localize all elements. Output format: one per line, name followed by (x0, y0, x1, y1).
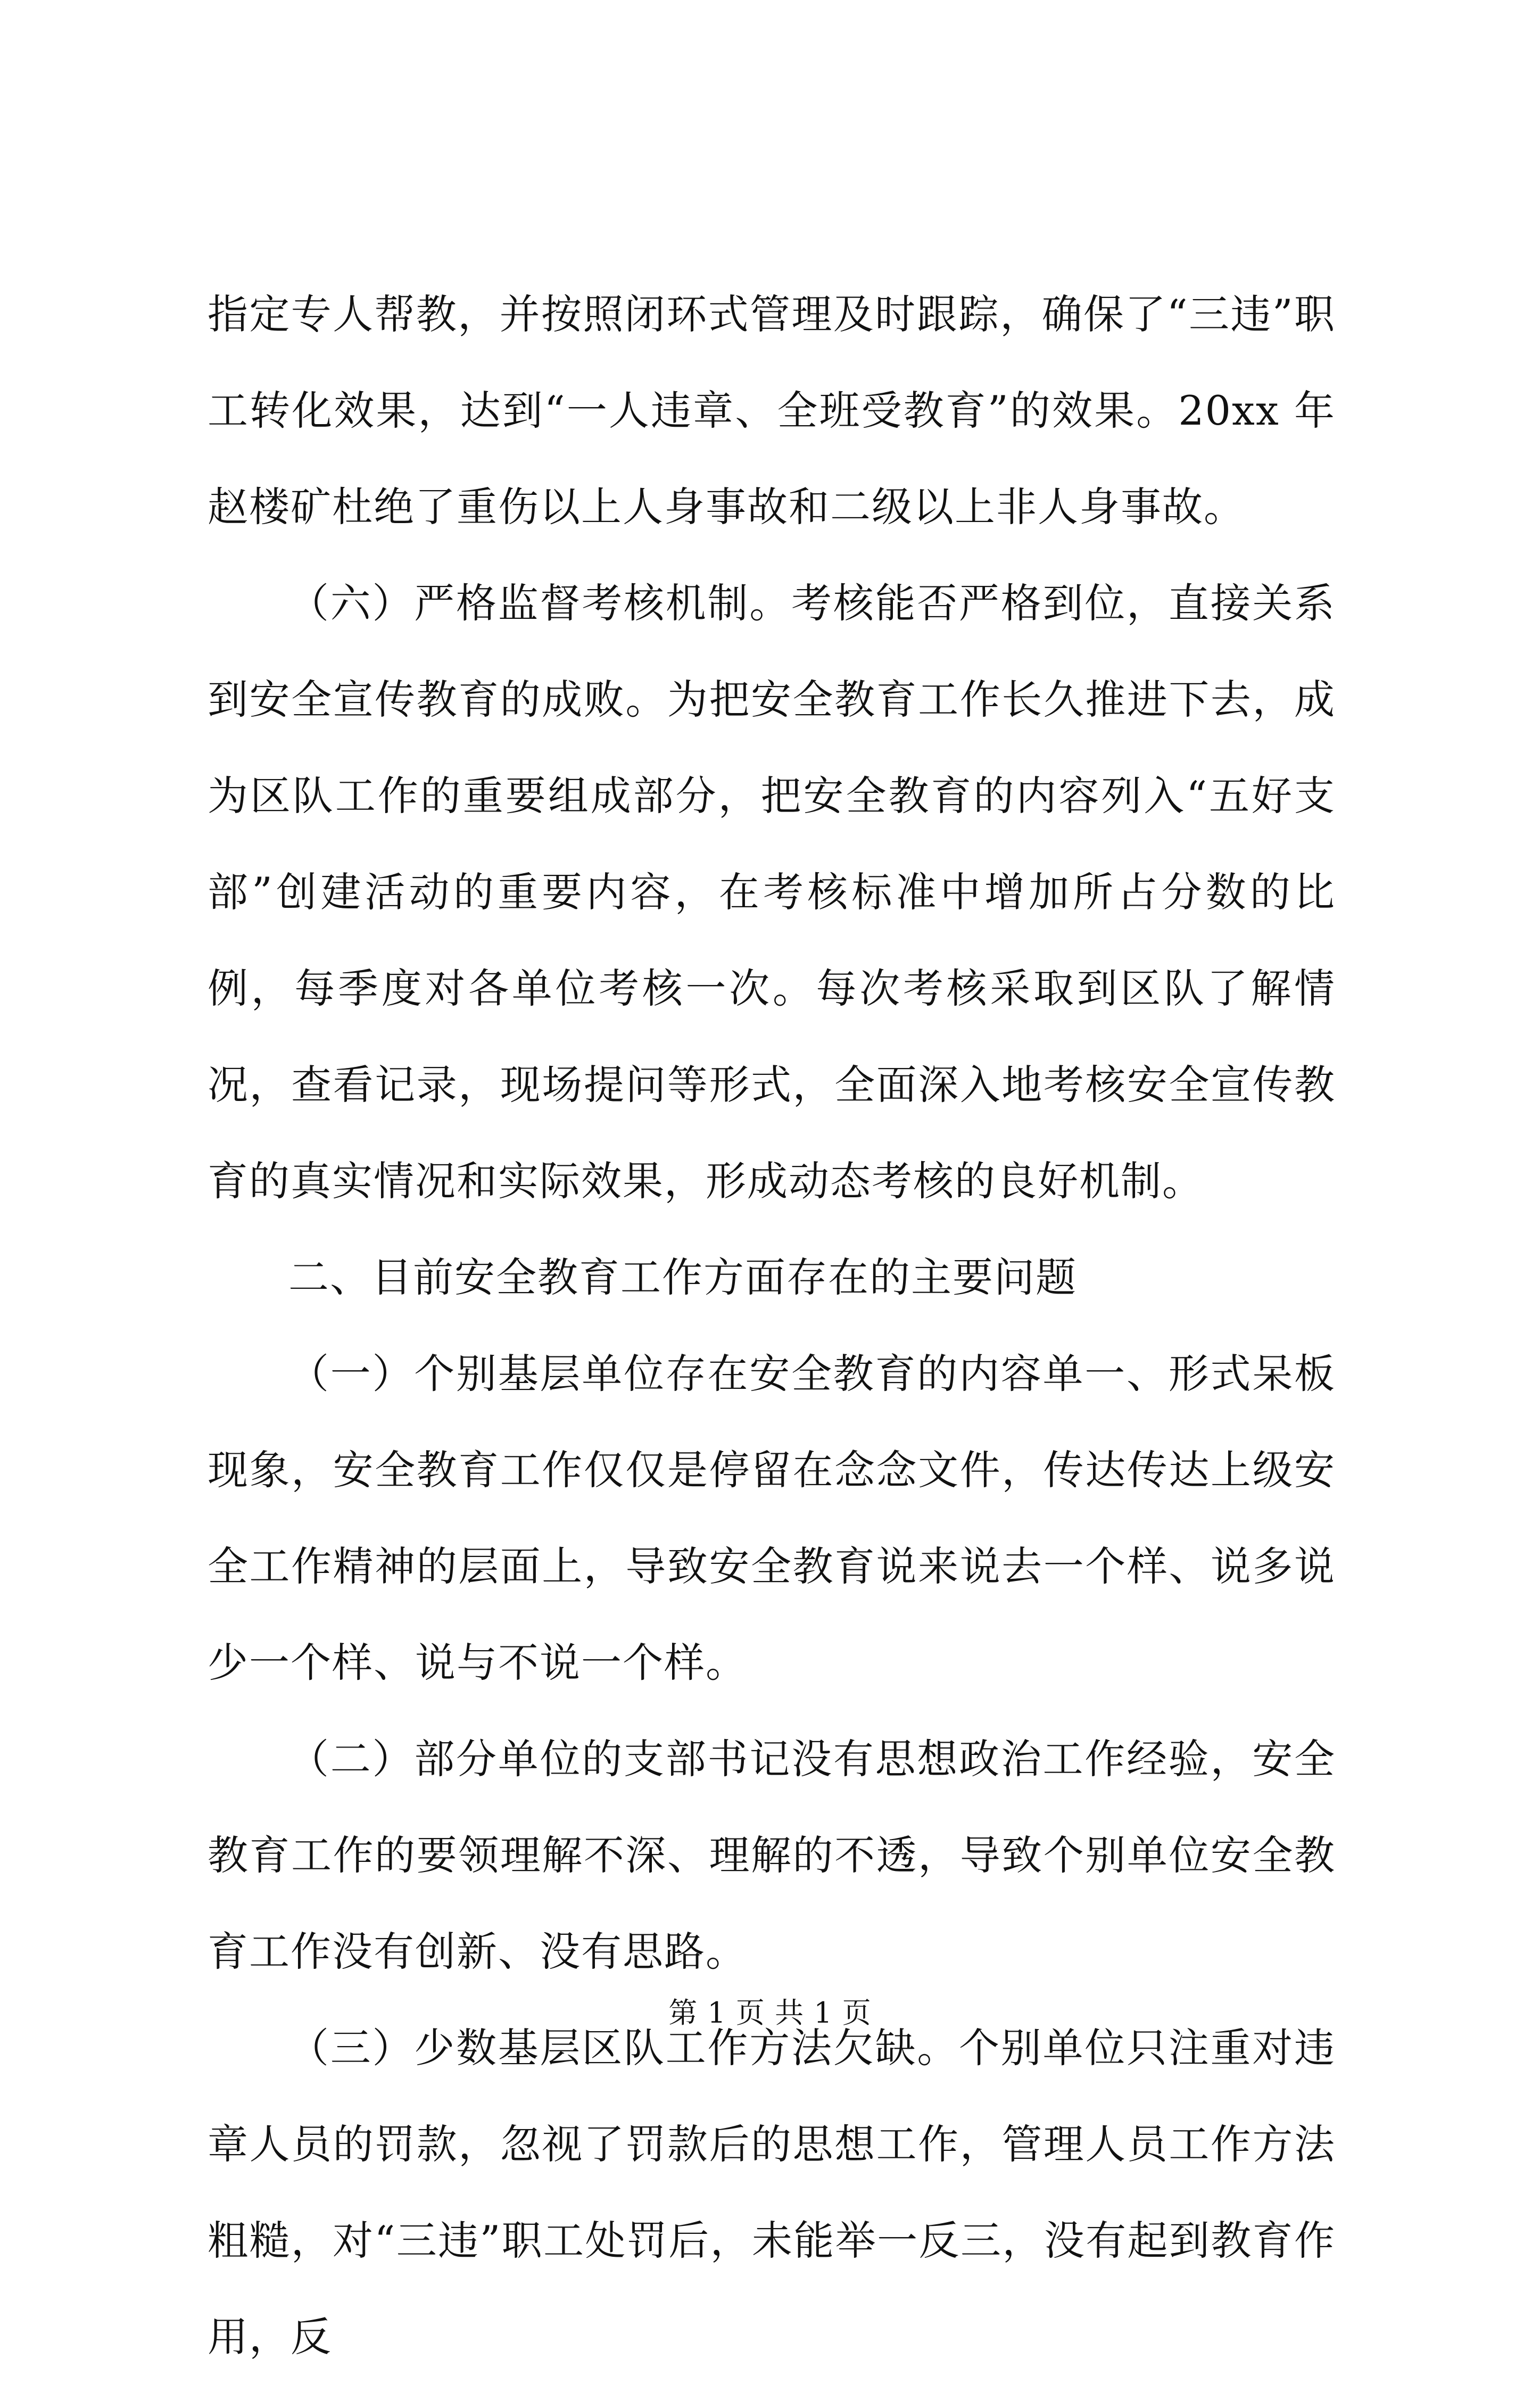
paragraph-problem-one: （一）个别基层单位存在安全教育的内容单一、形式呆板现象，安全教育工作仅仅是停留在念念文件，传达传达上级安全工作精神的层面上，导致安全教育说来说去一个样、说多说少一个样、说与不说一个样。 (208, 1350, 1336, 1686)
paragraph-section-six: （六）严格监督考核机制。考核能否严格到位，直接关系到安全宣传教育的成败。为把安全教育工作长久推进下去，成为区队工作的重要组成部分，把安全教育的内容列入“五好支部”创建活动的重要内容，在考核标准中增加所占分数的比例，每季度对各单位考核一次。每次考核采取到区队了解情况，查看记录，现场提问等形式，全面深入地考核安全宣传教育的真实情况和实际效果，形成动态考核的良好机制。 (208, 579, 1336, 1205)
document-body (208, 266, 1336, 2385)
paragraph-problem-two: （二）部分单位的支部书记没有思想政治工作经验，安全教育工作的要领理解不深、理解的不透，导致个别单位安全教育工作没有创新、没有思路。 (208, 1735, 1336, 1975)
paragraph-continued: 指定专人帮教，并按照闭环式管理及时跟踪，确保了“三违”职工转化效果，达到“一人违章、全班受教育”的效果。20xx 年赵楼矿杜绝了重伤以上人身事故和二级以上非人身事故。 (208, 291, 1336, 531)
page-number-label: 第 1 页 共 1 页 (668, 1996, 872, 2030)
page-footer (0, 1990, 1540, 2031)
section-heading-two: 二、目前安全教育工作方面存在的主要问题 (288, 1254, 1077, 1301)
paragraph-problem-three: （三）少数基层区队工作方法欠缺。个别单位只注重对违章人员的罚款，忽视了罚款后的思想工作，管理人员工作方法粗糙，对“三违”职工处罚后，未能举一反三，没有起到教育作用，反 (208, 2024, 1336, 2361)
